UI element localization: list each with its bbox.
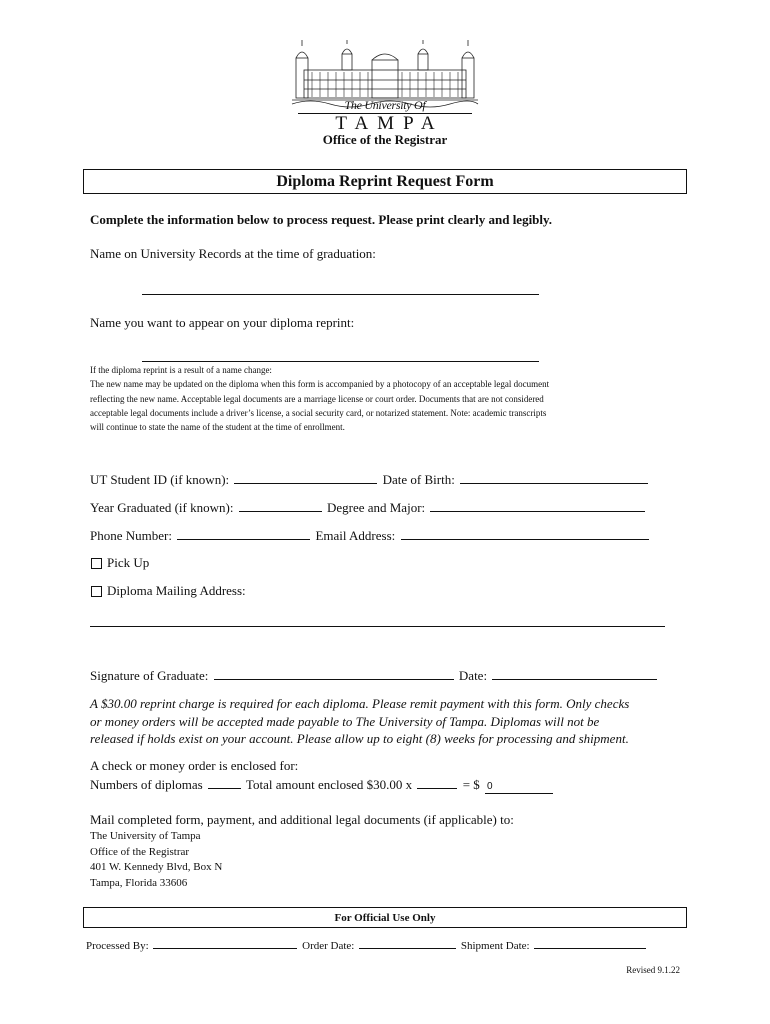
name-records-field[interactable] xyxy=(142,280,539,295)
office-title: Office of the Registrar xyxy=(322,132,448,147)
note-line: If the diploma reprint is a result of a name change: xyxy=(90,365,272,375)
total-amount-value: 0 xyxy=(487,781,493,792)
charge-line: A $30.00 reprint charge is required for each diploma. Please remit payment with this form. Only checks xyxy=(90,696,630,711)
form-title: Diploma Reprint Request Form xyxy=(276,173,494,190)
phone-label: Phone Number: xyxy=(90,528,172,543)
processed-label: Processed By: xyxy=(86,940,149,952)
student-id-row xyxy=(90,471,650,488)
email-field[interactable] xyxy=(401,527,649,540)
name-reprint-field[interactable] xyxy=(142,347,539,362)
charge-note xyxy=(90,695,629,748)
revised-date: Revised 9.1.22 xyxy=(626,965,680,975)
enclosed-label: A check or money order is enclosed for: xyxy=(90,758,299,773)
num-diplomas-label: Numbers of diplomas xyxy=(90,777,203,792)
name-records-label: Name on University Records at the time of graduation: xyxy=(90,246,376,261)
signature-label: Signature of Graduate: xyxy=(90,668,209,683)
equals-label: = $ xyxy=(462,777,480,792)
university-name: TAMPA xyxy=(335,113,444,134)
total-label: Total amount enclosed $30.00 x xyxy=(245,777,413,792)
dob-label: Date of Birth: xyxy=(382,472,455,487)
note-line: will continue to state the name of the student at the time of enrollment. xyxy=(90,422,345,433)
name-change-note xyxy=(90,363,549,434)
year-label: Year Graduated (if known): xyxy=(90,500,234,515)
pickup-option xyxy=(91,555,149,571)
degree-label: Degree and Major: xyxy=(326,500,426,515)
charge-line: released if holds exist on your account. Please allow up to eight (8) weeks for processing and shipment. xyxy=(90,731,629,746)
year-field[interactable] xyxy=(239,499,322,512)
name-reprint-label: Name you want to appear on your diploma reprint: xyxy=(90,315,355,330)
email-label: Email Address: xyxy=(315,528,396,543)
signature-field[interactable] xyxy=(214,667,454,680)
date-label: Date: xyxy=(458,668,488,683)
note-line: reflecting the new name. Acceptable legal documents are a marriage license or court order. Documents that are not considered xyxy=(90,393,544,404)
note-line: acceptable legal documents include a driver’s license, a social security card, or notarized statement. Note: academic transcripts xyxy=(90,407,547,418)
mailing-address-field[interactable] xyxy=(90,612,665,627)
mailing-checkbox[interactable] xyxy=(91,586,102,597)
address-line: Tampa, Florida 33606 xyxy=(90,877,188,890)
total-amount-field[interactable] xyxy=(485,777,553,794)
dob-field[interactable] xyxy=(460,471,648,484)
form-title-box xyxy=(83,169,687,194)
payment-row xyxy=(90,776,555,794)
official-use-title: For Official Use Only xyxy=(334,912,436,924)
student-id-field[interactable] xyxy=(234,471,377,484)
pickup-checkbox[interactable] xyxy=(91,558,102,569)
order-date-label: Order Date: xyxy=(302,940,355,952)
address-line: Office of the Registrar xyxy=(90,845,190,858)
mailing-label: Diploma Mailing Address: xyxy=(107,583,246,598)
address-line: 401 W. Kennedy Blvd, Box N xyxy=(90,861,223,874)
phone-field[interactable] xyxy=(177,527,310,540)
shipment-date-field[interactable] xyxy=(534,938,646,949)
multiplier-field[interactable] xyxy=(417,776,457,789)
address-line: The University of Tampa xyxy=(90,830,201,842)
degree-field[interactable] xyxy=(430,499,645,512)
processed-field[interactable] xyxy=(153,938,297,949)
shipment-date-label: Shipment Date: xyxy=(460,940,530,952)
official-row xyxy=(86,938,648,952)
official-use-box xyxy=(83,907,687,928)
pickup-label: Pick Up xyxy=(107,555,150,570)
university-prefix: The University Of xyxy=(344,98,426,112)
year-row xyxy=(90,499,647,516)
phone-row xyxy=(90,527,651,544)
mailing-address xyxy=(90,829,222,892)
note-line: The new name may be updated on the diploma when this form is accompanied by a photocopy of an acceptable legal document xyxy=(90,379,550,390)
instruction-text: Complete the information below to process request. Please print clearly and legibly. xyxy=(90,212,553,227)
mail-label: Mail completed form, payment, and additional legal documents (if applicable) to: xyxy=(90,812,514,827)
mailing-option xyxy=(91,583,246,599)
date-field[interactable] xyxy=(492,667,657,680)
order-date-field[interactable] xyxy=(359,938,456,949)
student-id-label: UT Student ID (if known): xyxy=(90,472,230,487)
signature-row xyxy=(90,667,659,684)
num-diplomas-field[interactable] xyxy=(208,776,241,789)
charge-line: or money orders will be accepted made payable to The University of Tampa. Diplomas will not be xyxy=(90,713,600,729)
